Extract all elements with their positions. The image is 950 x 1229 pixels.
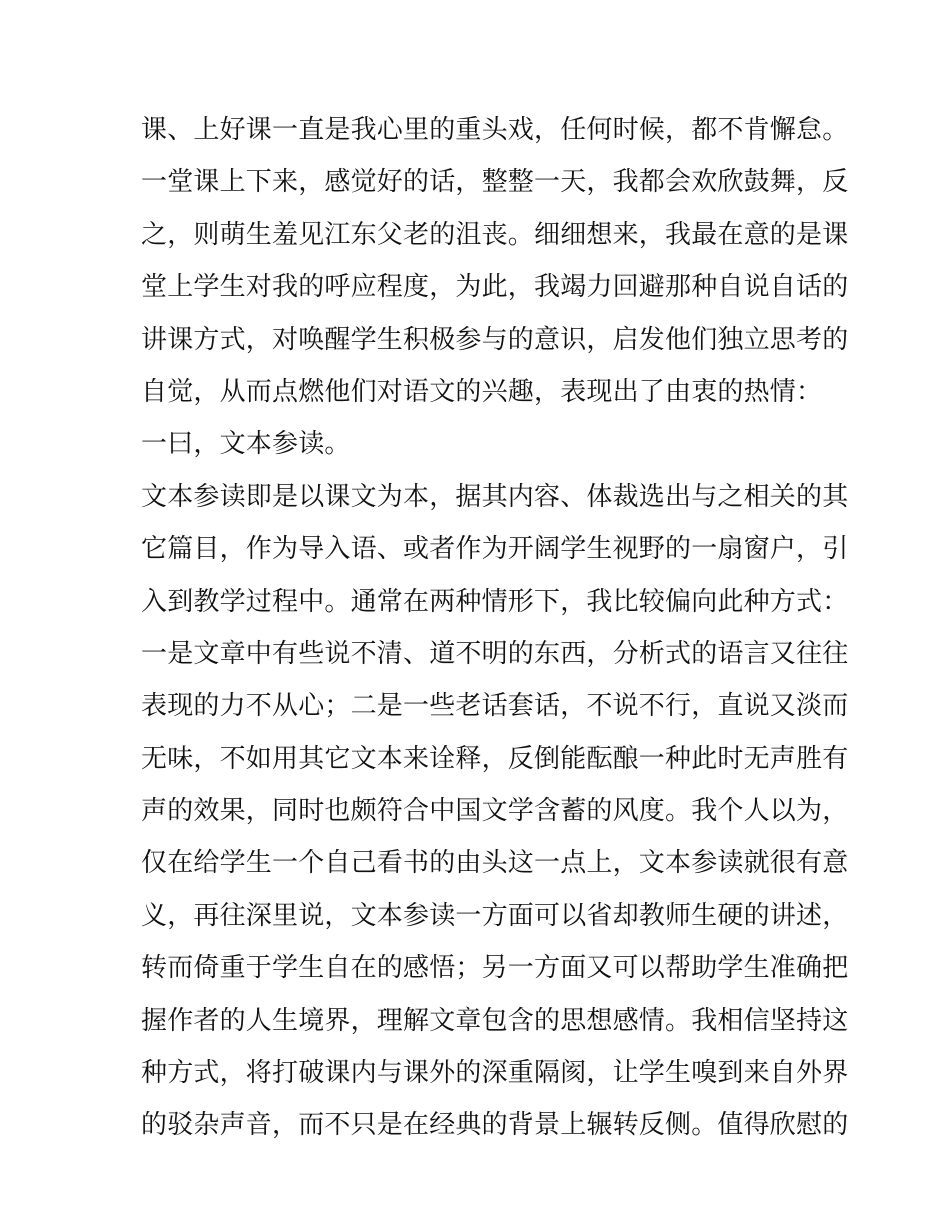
text-line-5: 讲课方式，对唤醒学生积极参与的意识，启发他们独立思考的 [141,324,849,355]
text-line-10: 入到教学过程中。通常在两种情形下，我比较偏向此种方式： [141,586,849,617]
text-line-19: 种方式，将打破课内与课外的深重隔阂，让学生嗅到来自外界 [141,1058,849,1089]
text-line-12: 表现的力不从心；二是一些老话套话，不说不行，直说又淡而 [141,691,849,722]
body-text [141,104,849,1152]
text-line-1: 课、上好课一直是我心里的重头戏，任何时候，都不肯懈怠。 [141,115,849,145]
text-line-15: 仅在给学生一个自己看书的由头这一点上，文本参读就很有意 [141,848,849,879]
text-line-16: 义，再往深里说，文本参读一方面可以省却教师生硬的讲述， [141,900,849,931]
text-line-9: 它篇目，作为导入语、或者作为开阔学生视野的一扇窗户，引 [141,534,849,565]
text-line-13: 无味，不如用其它文本来诠释，反倒能酝酿一种此时无声胜有 [141,743,849,774]
text-line-14: 声的效果，同时也颇符合中国文学含蓄的风度。我个人以为， [141,796,849,827]
text-line-2: 一堂课上下来，感觉好的话，整整一天，我都会欢欣鼓舞，反 [141,167,849,198]
text-line-20: 的驳杂声音，而不只是在经典的背景上辗转反侧。值得欣慰的 [141,1110,849,1141]
text-line-6: 自觉，从而点燃他们对语文的兴趣，表现出了由衷的热情： [141,376,823,407]
text-line-3: 之，则萌生羞见江东父老的沮丧。细细想来，我最在意的是课 [141,219,849,250]
text-line-11: 一是文章中有些说不清、道不明的东西，分析式的语言又往往 [141,638,849,669]
text-line-17: 转而倚重于学生自在的感悟；另一方面又可以帮助学生准确把 [141,953,849,984]
section-heading: 一曰，文本参读。 [141,429,351,460]
text-line-18: 握作者的人生境界，理解文章包含的思想感情。我相信坚持这 [141,1005,849,1036]
text-line-4: 堂上学生对我的呼应程度，为此，我竭力回避那种自说自话的 [141,272,849,303]
text-line-8: 文本参读即是以课文为本，据其内容、体裁选出与之相关的其 [141,481,849,512]
